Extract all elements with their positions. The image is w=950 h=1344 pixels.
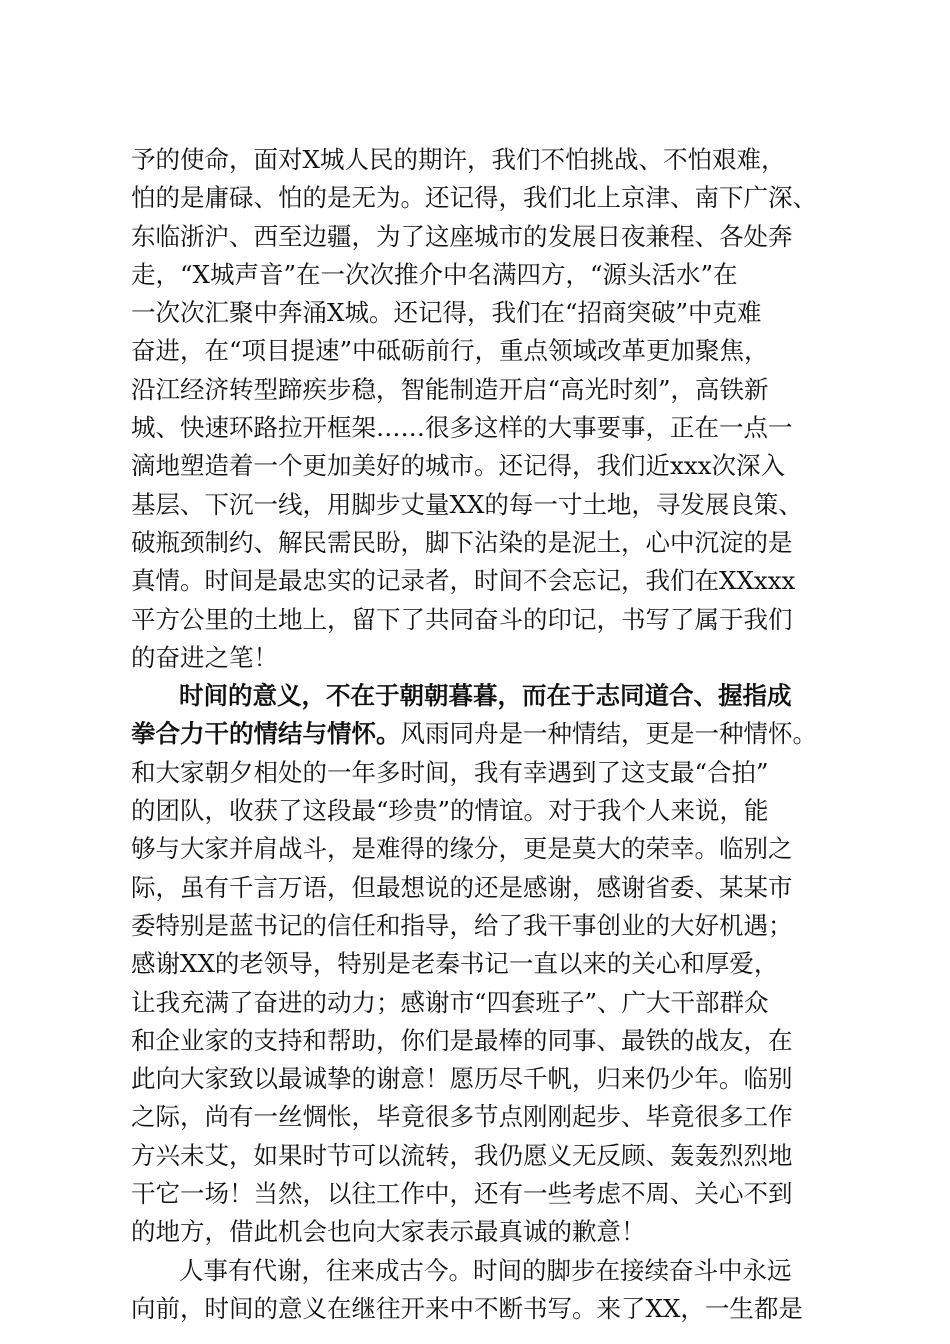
text-line: 破瓶颈制约、解民需民盼，脚下沾染的是泥土，心中沉淀的是 — [131, 527, 793, 557]
text-line: 滴地塑造着一个更加美好的城市。还记得，我们近xxx次深入 — [131, 451, 785, 481]
text-line: 和大家朝夕相处的一年多时间，我有幸遇到了这支最“合拍” — [131, 757, 769, 787]
text-line: 的地方，借此机会也向大家表示最真诚的歉意！ — [131, 1217, 646, 1247]
text-line: 够与大家并肩战斗，是难得的缘分，更是莫大的荣幸。临别之 — [131, 834, 793, 864]
bold-fragment: 拳合力干的情结与情怀。 — [131, 719, 401, 749]
text-line: 方兴未艾，如果时节可以流转，我仍愿义无反顾、轰轰烈烈地 — [131, 1140, 793, 1170]
regular-fragment: 风雨同舟是一种情结，更是一种情怀。 — [400, 719, 817, 749]
text-line: 予的使命，面对X城人民的期许，我们不怕挑战、不怕艰难， — [131, 145, 786, 174]
text-line: 的奋进之笔！ — [131, 642, 278, 672]
text-line: 际，虽有千言万语，但最想说的还是感谢，感谢省委、某某市 — [131, 872, 793, 902]
text-line: 怕的是庸碌、怕的是无为。还记得，我们北上京津、南下广深、 — [131, 183, 817, 213]
body-text — [131, 141, 831, 1328]
text-line: 一次次汇聚中奔涌X城。还记得，我们在“招商突破”中克难 — [131, 298, 762, 328]
text-line: 向前，时间的意义在继往开来中不断书写。来了XX，一生都是 — [131, 1293, 803, 1323]
text-line: 沿江经济转型蹄疾步稳，智能制造开启“高光时刻”，高铁新 — [131, 374, 769, 404]
text-line: 真情。时间是最忠实的记录者，时间不会忘记，我们在XXxxx — [131, 566, 796, 596]
text-line: 城、快速环路拉开框架……很多这样的大事要事，正在一点一 — [131, 413, 793, 443]
text-line: 之际，尚有一丝惆怅，毕竟很多节点刚刚起步、毕竟很多工作 — [131, 1102, 793, 1132]
text-line: 奋进，在“项目提速”中砥砺前行，重点领域改革更加聚焦， — [131, 336, 769, 366]
text-line-mixed — [131, 715, 831, 753]
text-line: 平方公里的土地上，留下了共同奋斗的印记，书写了属于我们 — [131, 604, 793, 634]
paragraph-lead-line: 时间的意义，不在于朝朝暮暮，而在于志同道合、握指成 — [179, 681, 792, 711]
text-line: 让我充满了奋进的动力；感谢市“四套班子”、广大干部群众 — [131, 987, 769, 1017]
text-line: 东临浙沪、西至边疆，为了这座城市的发展日夜兼程、各处奔 — [131, 221, 793, 251]
text-line: 此向大家致以最诚挚的谢意！愿历尽千帆，归来仍少年。临别 — [131, 1064, 793, 1094]
text-line: 和企业家的支持和帮助，你们是最棒的同事、最铁的战友，在 — [131, 1025, 793, 1055]
text-line: 感谢XX的老领导，特别是老秦书记一直以来的关心和厚爱， — [131, 949, 779, 979]
text-line: 基层、下沉一线，用脚步丈量XX的每一寸土地，寻发展良策、 — [131, 489, 803, 519]
paragraph-lead-line: 人事有代谢，往来成古今。时间的脚步在接续奋斗中永远 — [179, 1255, 792, 1285]
text-line: 委特别是蓝书记的信任和指导，给了我干事创业的大好机遇； — [131, 910, 793, 940]
text-line: 的团队，收获了这段最“珍贵”的情谊。对于我个人来说，能 — [131, 796, 769, 826]
text-line: 走，“X城声音”在一次次推介中名满四方，“源头活水”在 — [131, 259, 738, 289]
text-line: 干它一场！当然，以往工作中，还有一些考虑不周、关心不到 — [131, 1179, 793, 1209]
